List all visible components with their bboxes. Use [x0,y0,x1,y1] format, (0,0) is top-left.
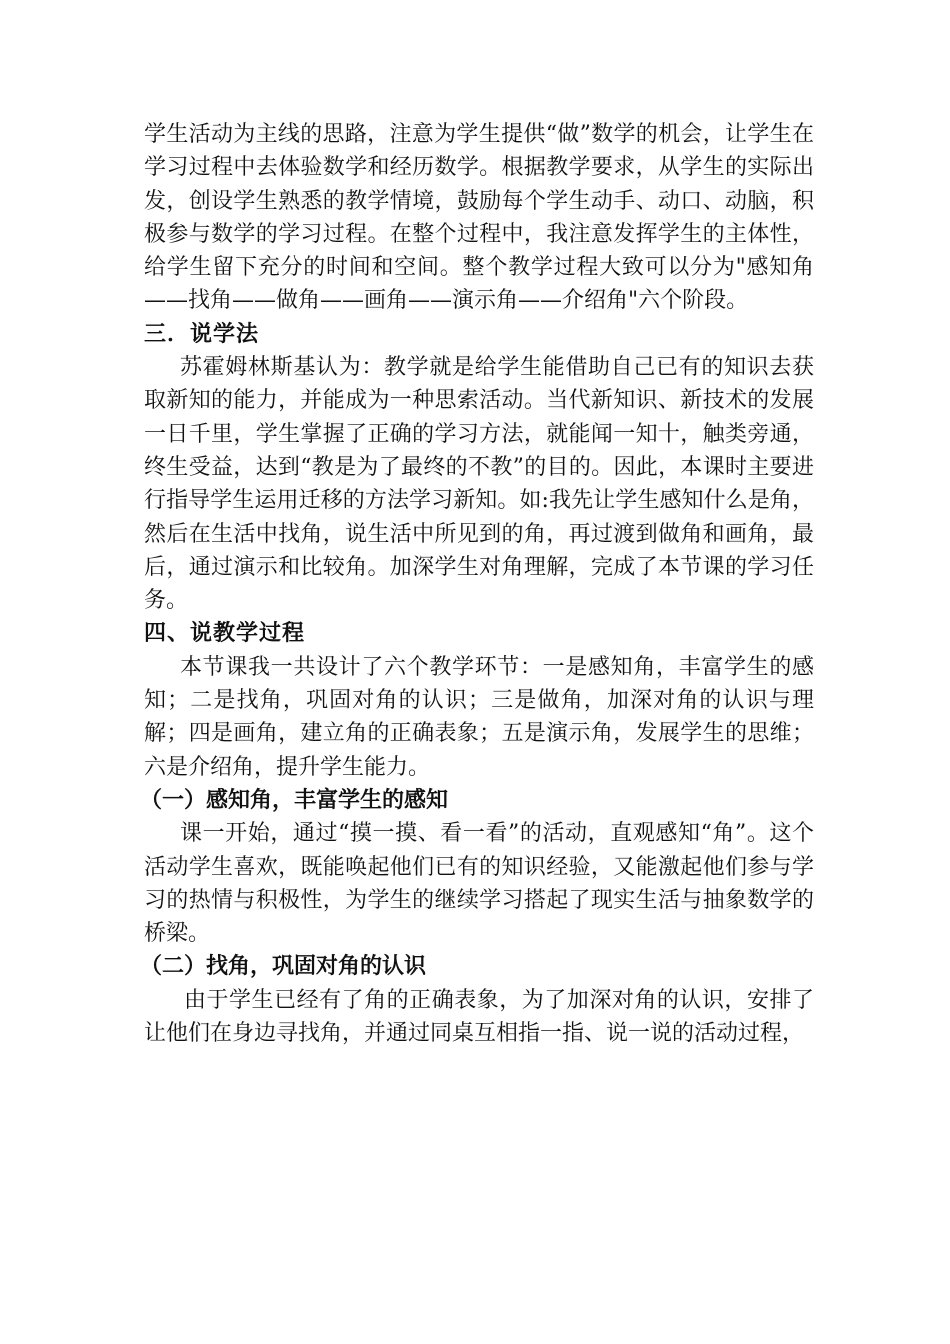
subsection-heading-find-angle: （二）找角，巩固对角的认识 [140,953,427,980]
section-heading-study-method: 三．说学法 [144,321,260,347]
document-page [140,118,814,1050]
section-heading-teaching-process: 四、说教学过程 [144,621,306,647]
subsection-heading-perceive-angle: （一）感知角，丰富学生的感知 [140,786,449,813]
paragraph-teaching-approach: 学生活动为主线的思路，注意为学生提供“做”数学的机会，让学生在学习过程中去体验数学和经历数学。根据教学要求，从学生的实际出发，创设学生熟悉的教学情境，鼓励每个学生动手、动口、动脑，积极参与数学的学习过程。在整个过程中，我注意发挥学生的主体性，给学生留下充分的时间和空间。整个教学过程大致可以分为"感知角——找角——做角——画角——演示角——介绍角"六个阶段。 [144,122,814,314]
paragraph-study-method: 苏霍姆林斯基认为：教学就是给学生能借助自己已有的知识去获取新知的能力，并能成为一种思索活动。当代新知识、新技术的发展一日千里，学生掌握了正确的学习方法，就能闻一知十，触类旁通，终生受益，达到“教是为了最终的不教”的目的。因此，本课时主要进行指导学生运用迁移的方法学习新知。如:我先让学生感知什么是角，然后在生活中找角，说生活中所见到的角，再过渡到做角和画角，最后，通过演示和比较角。加深学生对角理解，完成了本节课的学习任务。 [144,355,814,614]
paragraph-teaching-process-intro: 本节课我一共设计了六个教学环节：一是感知角，丰富学生的感知；二是找角，巩固对角的认识；三是做角，加深对角的认识与理解；四是画角，建立角的正确表象；五是演示角，发展学生的思维；六是介绍角，提升学生能力。 [144,654,814,780]
paragraph-perceive-angle: 课一开始，通过“摸一摸、看一看”的活动，直观感知“角”。这个活动学生喜欢，既能唤起他们已有的知识经验，又能激起他们参与学习的热情与积极性，为学生的继续学习搭起了现实生活与抽象数学的桥梁。 [144,821,814,947]
paragraph-find-angle: 由于学生已经有了角的正确表象，为了加深对角的认识，安排了让他们在身边寻找角，并通过同桌互相指一指、说一说的活动过程， [144,987,814,1047]
